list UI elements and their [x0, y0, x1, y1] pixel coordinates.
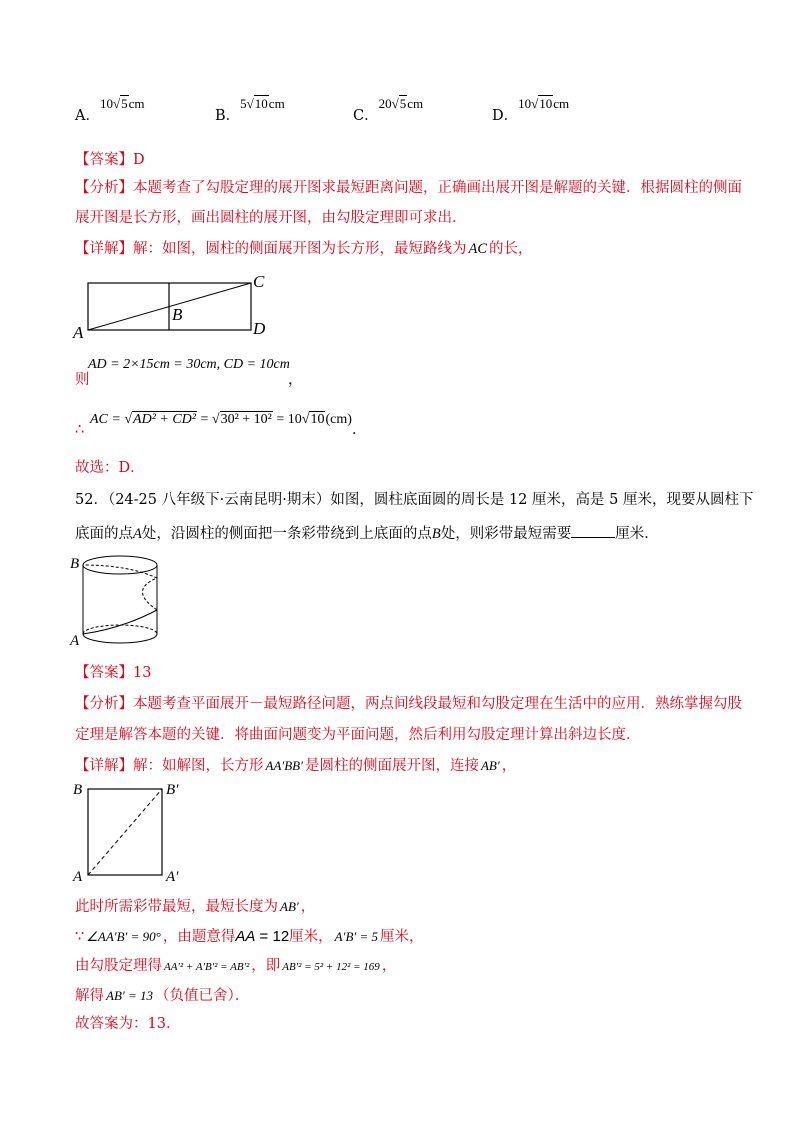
option-c-value: 20√5cm — [378, 96, 424, 111]
label-a: A — [73, 869, 83, 885]
q52-cylinder-figure — [68, 550, 168, 650]
because-symbol: ∵ — [75, 929, 85, 945]
cylinder-top — [83, 556, 157, 574]
option-c — [353, 96, 424, 126]
label-b: B — [172, 305, 183, 324]
label-c: C — [253, 272, 265, 291]
label-b: B — [70, 556, 80, 572]
q51-eq1-end: ， — [288, 372, 303, 388]
label-a: A — [73, 323, 84, 342]
q52-line5: 解得 AB′ = 13 （负值已舍）． — [75, 988, 250, 1004]
ribbon-front — [83, 610, 157, 634]
analysis-tag: 【分析】 — [75, 180, 133, 196]
q51-eq2: AC = √AD² + CD² = √30² + 10² = 10√10(cm) — [90, 412, 352, 427]
label-d: D — [253, 319, 266, 338]
cylinder-bottom-back — [83, 625, 157, 634]
q51-unfold-figure — [70, 270, 280, 342]
answer-tag: 【答案】 — [75, 152, 133, 168]
q51-analysis-line1: 【分析】本题考查了勾股定理的展开图求最短距离问题，正确画出展开图是解题的关键．根据圆柱的侧面 — [75, 180, 742, 196]
q51-analysis-line2: 展开图是长方形，画出圆柱的展开图，由勾股定理即可求出． — [75, 210, 467, 226]
label-b: B — [73, 782, 83, 798]
option-c-letter: C． — [353, 108, 379, 124]
label-b-prime: B′ — [166, 782, 179, 798]
ribbon-back — [143, 578, 158, 610]
option-b-value: 5√10cm — [240, 96, 285, 111]
q52-detail-line1: 【详解】解：如解图，长方形 AA′BB′ 是圆柱的侧面展开图，连接 AB′ ， — [75, 758, 517, 774]
option-d-letter: D． — [492, 108, 519, 124]
option-a — [75, 96, 145, 126]
q52-line2: 此时所需彩带最短，最短长度为 AB′ ， — [75, 899, 316, 915]
q51-eq2-dot: ． — [352, 422, 367, 438]
q52-line4: 由勾股定理得 AA′² + A′B′² = AB′² ，即 AB′² = 5² + 12² = 169 ， — [75, 958, 397, 974]
label-a-prime: A′ — [166, 869, 179, 885]
option-b-letter: B． — [215, 108, 241, 124]
q52-analysis-line2: 定理是解答本题的关键．将曲面问题变为平面问题，然后利用勾股定理计算出斜边长度． — [75, 727, 641, 743]
answer-blank — [571, 523, 615, 538]
q51-detail-line1: 【详解】解：如图，圆柱的侧面展开图为长方形，最短路线为 AC 的长， — [75, 241, 533, 257]
answer-tag: 【答案】 — [75, 665, 133, 681]
q51-answer — [75, 150, 145, 170]
option-a-value: 10√5cm — [99, 96, 145, 111]
question-number: 52． — [75, 492, 108, 508]
option-b — [215, 96, 285, 126]
q52-analysis-line1: 【分析】本题考查平面展开－最短路径问题，两点间线段最短和勾股定理在生活中的应用．熟练掌握勾股 — [75, 696, 742, 712]
answer-value: 13 — [133, 665, 152, 681]
therefore-symbol: ∴ — [75, 422, 85, 438]
option-d-value: 10√10cm — [518, 96, 570, 111]
q52-unfold-figure — [70, 780, 190, 885]
option-d — [492, 96, 570, 126]
cylinder-bottom-front — [83, 634, 157, 643]
q51-eq1: AD = 2×15cm = 30cm, CD = 10cm — [88, 357, 290, 372]
detail-tag: 【详解】 — [75, 758, 133, 774]
q51-ze: 则 — [75, 372, 90, 388]
q52-conclusion: 故答案为：13． — [75, 1016, 181, 1032]
analysis-tag: 【分析】 — [75, 696, 133, 712]
option-a-letter: A． — [75, 108, 100, 124]
detail-tag: 【详解】 — [75, 241, 133, 257]
q51-conclusion: 故选：D． — [75, 460, 145, 476]
q52-stem-line2: 底面的点A处，沿圆柱的侧面把一条彩带绕到上底面的点B处，则彩带最短需要 厘米． — [75, 523, 659, 544]
answer-value: D — [133, 152, 145, 168]
label-a: A — [70, 633, 80, 649]
path-ab-prime — [88, 789, 162, 875]
q52-answer — [75, 663, 151, 683]
q52-stem-line1: 52．（24-25 八年级下·云南昆明·期末）如图，圆柱底面圆的周长是 12 厘米，高是 5 厘米，现要从圆柱下 — [75, 492, 754, 508]
q52-line3: ∵ ∠AA′B′ = 90° ，由题意得AA = 12厘米， A′B′ = 5 厘米， — [75, 928, 424, 945]
